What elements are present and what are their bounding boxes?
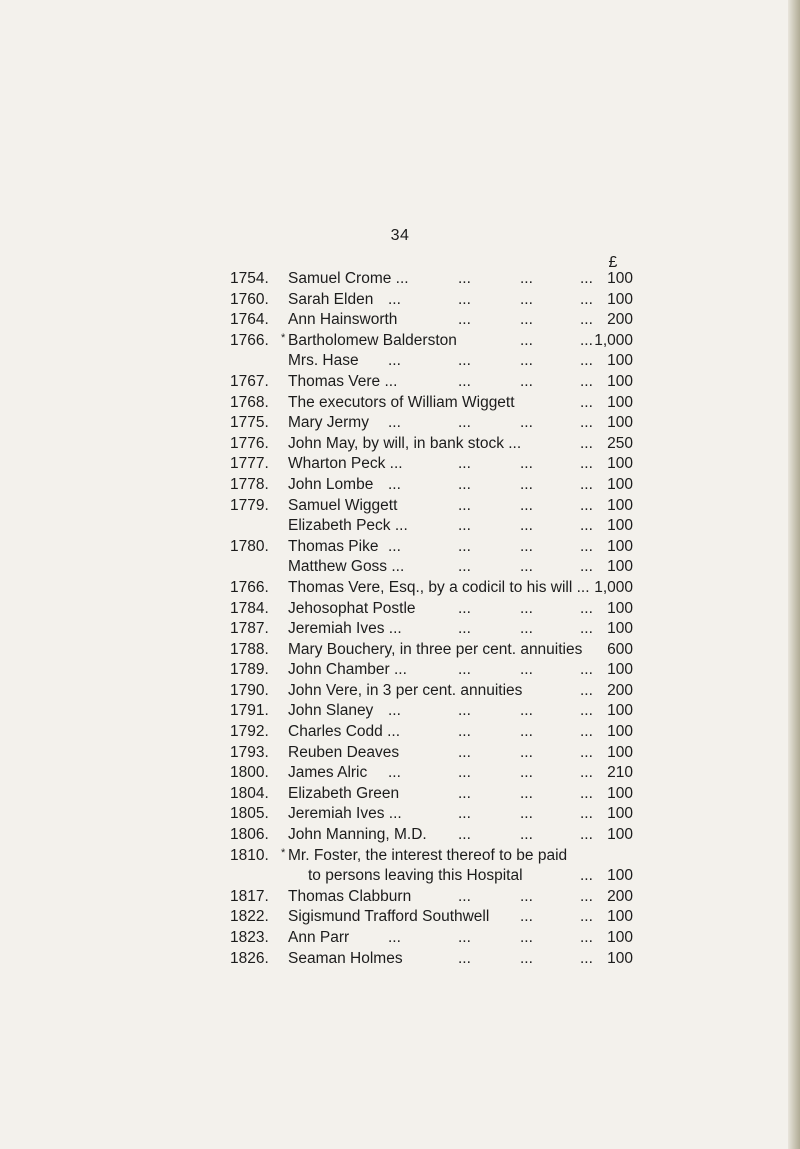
leader-dots: ...: [388, 475, 401, 493]
entry-year: 1789.: [230, 661, 269, 679]
leader-dots: ...: [580, 908, 593, 926]
entry-amount: 1,000: [594, 578, 633, 596]
entry-year: 1826.: [230, 949, 269, 967]
leader-dots: ...: [458, 949, 471, 967]
leader-dots: ...: [580, 681, 593, 699]
ledger-row: [230, 454, 635, 475]
ledger-row: [230, 290, 635, 311]
ledger-row: [230, 413, 635, 434]
leader-dots: ...: [520, 331, 533, 349]
entry-year: 1791.: [230, 702, 269, 720]
entry-amount: 100: [607, 496, 633, 514]
leader-dots: ...: [458, 414, 471, 432]
entry-name-text: Mr. Foster, the interest thereof to be paid: [288, 846, 568, 864]
leader-dots: ...: [580, 537, 593, 555]
entry-name-text: John May, by will, in bank stock ...: [288, 434, 522, 452]
leader-dots: ...: [520, 414, 533, 432]
entry-year: 1780.: [230, 537, 269, 555]
benefactors-ledger: [230, 269, 635, 969]
ledger-row: [230, 660, 635, 681]
entry-name-text: Wharton Peck ...: [288, 455, 403, 473]
leader-dots: ...: [458, 455, 471, 473]
entry-amount: 100: [607, 270, 633, 287]
leader-dots: ...: [388, 352, 401, 370]
leader-dots: ...: [458, 620, 471, 638]
leader-dots: ...: [580, 311, 593, 329]
entry-year: 1777.: [230, 455, 269, 473]
ledger-row: [230, 949, 635, 970]
entry-year: 1766.: [230, 578, 269, 596]
entry-amount: 100: [607, 352, 633, 370]
ledger-row: [230, 846, 635, 887]
entry-amount: 250: [607, 434, 633, 452]
entry-year: 1806.: [230, 826, 269, 844]
leader-dots: ...: [580, 270, 593, 287]
leader-dots: ...: [520, 929, 533, 946]
leader-dots: ...: [458, 270, 471, 287]
leader-dots: ...: [388, 702, 401, 720]
entry-amount: 100: [607, 784, 633, 802]
entry-amount: 210: [607, 764, 633, 782]
leader-dots: ...: [458, 372, 471, 390]
entry-amount: 100: [607, 661, 633, 679]
entry-name-text: Samuel Wiggett: [288, 496, 398, 514]
leader-dots: ...: [580, 620, 593, 638]
leader-dots: ...: [580, 372, 593, 390]
ledger-row: [230, 434, 635, 455]
ledger-row: [230, 578, 635, 599]
entry-year: 1760.: [230, 290, 269, 308]
entry-year: 1804.: [230, 784, 269, 802]
leader-dots: ...: [520, 517, 533, 535]
leader-dots: ...: [580, 867, 593, 885]
leader-dots: ...: [388, 929, 401, 946]
leader-dots: ...: [580, 414, 593, 432]
entry-year: 1790.: [230, 681, 269, 699]
entry-name-text: Elizabeth Green: [288, 784, 400, 802]
entry-amount: 100: [607, 867, 633, 885]
entry-name-continuation: to persons leaving this Hospital: [308, 867, 523, 885]
leader-dots: ...: [520, 372, 533, 390]
entry-name-text: John Slaney: [288, 702, 374, 720]
entry-amount: 600: [607, 640, 633, 658]
entry-year: 1793.: [230, 743, 269, 761]
entry-amount: 100: [607, 455, 633, 473]
leader-dots: ...: [388, 537, 401, 555]
leader-dots: ...: [458, 661, 471, 679]
entry-name-text: Bartholomew Balderston: [288, 331, 457, 349]
ledger-row: [230, 784, 635, 805]
entry-amount: 100: [607, 702, 633, 720]
ledger-row: [230, 269, 635, 290]
leader-dots: ...: [458, 311, 471, 329]
entry-name-text: John Vere, in 3 per cent. annuities: [288, 681, 523, 699]
entry-year: 1805.: [230, 805, 269, 823]
leader-dots: ...: [388, 764, 401, 782]
currency-header: £: [608, 254, 618, 271]
page-edge-shadow: [788, 0, 800, 1149]
entry-amount: 100: [607, 743, 633, 761]
leader-dots: ...: [458, 599, 471, 617]
leader-dots: ...: [458, 887, 471, 905]
ledger-row: [230, 372, 635, 393]
leader-dots: ...: [580, 455, 593, 473]
entry-amount: 100: [607, 517, 633, 535]
ledger-row: [230, 537, 635, 558]
leader-dots: ...: [520, 270, 533, 287]
entry-name-text: John Lombe: [288, 475, 374, 493]
entry-amount: 100: [607, 805, 633, 823]
ledger-row: [230, 907, 635, 928]
entry-year: 1822.: [230, 908, 269, 926]
entry-amount: 100: [607, 723, 633, 741]
entry-year: 1787.: [230, 620, 269, 638]
ledger-row: [230, 825, 635, 846]
entry-name-text: Jehosophat Postle: [288, 599, 416, 617]
entry-year: 1766.: [230, 331, 269, 349]
entry-year: 1784.: [230, 599, 269, 617]
ledger-row: [230, 887, 635, 908]
ledger-row: [230, 351, 635, 372]
asterisk-marker: *: [281, 846, 286, 859]
leader-dots: ...: [580, 661, 593, 679]
entry-name-text: Mary Jermy: [288, 414, 369, 432]
leader-dots: ...: [520, 455, 533, 473]
entry-year: 1800.: [230, 764, 269, 782]
entry-name-text: Mary Bouchery, in three per cent. annuities: [288, 640, 583, 658]
leader-dots: ...: [580, 331, 593, 349]
entry-name-text: Samuel Crome ...: [288, 270, 409, 287]
ledger-row: [230, 681, 635, 702]
leader-dots: ...: [520, 537, 533, 555]
leader-dots: ...: [520, 599, 533, 617]
leader-dots: ...: [458, 702, 471, 720]
leader-dots: ...: [458, 723, 471, 741]
entry-name-text: Jeremiah Ives ...: [288, 620, 402, 638]
leader-dots: ...: [520, 290, 533, 308]
entry-year: 1764.: [230, 311, 269, 329]
leader-dots: ...: [580, 929, 593, 946]
ledger-row: [230, 393, 635, 414]
leader-dots: ...: [458, 929, 471, 946]
entry-amount: 100: [607, 826, 633, 844]
entry-amount: 100: [607, 372, 633, 390]
leader-dots: ...: [458, 517, 471, 535]
asterisk-marker: *: [281, 331, 286, 344]
leader-dots: ...: [580, 949, 593, 967]
entry-name-text: Thomas Clabburn: [288, 887, 412, 905]
leader-dots: ...: [580, 887, 593, 905]
entry-amount: 200: [607, 681, 633, 699]
entry-name-text: Elizabeth Peck ...: [288, 517, 408, 535]
ledger-row: [230, 743, 635, 764]
leader-dots: ...: [520, 723, 533, 741]
leader-dots: ...: [580, 558, 593, 576]
entry-name-text: Matthew Goss ...: [288, 558, 405, 576]
leader-dots: ...: [458, 784, 471, 802]
leader-dots: ...: [580, 826, 593, 844]
leader-dots: ...: [520, 887, 533, 905]
entry-year: 1768.: [230, 393, 269, 411]
leader-dots: ...: [580, 393, 593, 411]
leader-dots: ...: [520, 784, 533, 802]
leader-dots: ...: [520, 620, 533, 638]
leader-dots: ...: [580, 475, 593, 493]
ledger-row: [230, 310, 635, 331]
leader-dots: ...: [458, 475, 471, 493]
ledger-row: [230, 475, 635, 496]
entry-year: 1776.: [230, 434, 269, 452]
entry-amount: 100: [607, 414, 633, 432]
leader-dots: ...: [520, 826, 533, 844]
entry-year: 1754.: [230, 270, 269, 287]
entry-name-text: Thomas Vere ...: [288, 372, 398, 390]
leader-dots: ...: [520, 558, 533, 576]
entry-amount: 100: [607, 599, 633, 617]
leader-dots: ...: [580, 496, 593, 514]
leader-dots: ...: [458, 743, 471, 761]
entry-year: 1775.: [230, 414, 269, 432]
entry-amount: 100: [607, 475, 633, 493]
entry-amount: 100: [607, 929, 633, 946]
ledger-row: [230, 516, 635, 537]
leader-dots: ...: [458, 826, 471, 844]
entry-year: 1792.: [230, 723, 269, 741]
entry-amount: 100: [607, 908, 633, 926]
ledger-row: [230, 331, 635, 352]
leader-dots: ...: [520, 475, 533, 493]
entry-amount: 100: [607, 290, 633, 308]
ledger-row: [230, 557, 635, 578]
entry-year: 1767.: [230, 372, 269, 390]
entry-year: 1823.: [230, 929, 269, 946]
entry-amount: 100: [607, 537, 633, 555]
leader-dots: ...: [580, 702, 593, 720]
leader-dots: ...: [580, 743, 593, 761]
entry-year: 1778.: [230, 475, 269, 493]
leader-dots: ...: [520, 949, 533, 967]
leader-dots: ...: [580, 784, 593, 802]
entry-year: 1788.: [230, 640, 269, 658]
entry-name-text: Sigismund Trafford Southwell: [288, 908, 490, 926]
leader-dots: ...: [580, 352, 593, 370]
entry-year: 1810.: [230, 846, 269, 864]
ledger-row: [230, 928, 635, 949]
leader-dots: ...: [520, 661, 533, 679]
entry-amount: 100: [607, 620, 633, 638]
entry-name-text: The executors of William Wiggett: [288, 393, 515, 411]
leader-dots: ...: [458, 496, 471, 514]
entry-name-text: Sarah Elden: [288, 290, 374, 308]
entry-name-text: John Manning, M.D.: [288, 826, 427, 844]
leader-dots: ...: [458, 805, 471, 823]
ledger-row: [230, 640, 635, 661]
ledger-row: [230, 722, 635, 743]
entry-name-text: Mrs. Hase: [288, 352, 359, 370]
leader-dots: ...: [520, 764, 533, 782]
entry-name-text: James Alric: [288, 764, 368, 782]
ledger-row: [230, 619, 635, 640]
ledger-row: [230, 701, 635, 722]
leader-dots: ...: [520, 908, 533, 926]
ledger-row: [230, 804, 635, 825]
leader-dots: ...: [520, 496, 533, 514]
ledger-row: [230, 599, 635, 620]
entry-name-text: Thomas Pike: [288, 537, 379, 555]
ledger-row: [230, 763, 635, 784]
leader-dots: ...: [458, 558, 471, 576]
entry-name-text: Seaman Holmes: [288, 949, 403, 967]
leader-dots: ...: [388, 290, 401, 308]
entry-amount: 100: [607, 393, 633, 411]
leader-dots: ...: [580, 290, 593, 308]
leader-dots: ...: [388, 414, 401, 432]
entry-name-text: Charles Codd ...: [288, 723, 400, 741]
leader-dots: ...: [580, 434, 593, 452]
leader-dots: ...: [580, 517, 593, 535]
leader-dots: ...: [520, 311, 533, 329]
entry-name-text: Ann Parr: [288, 929, 350, 946]
ledger-row: [230, 496, 635, 517]
entry-name-text: Ann Hainsworth: [288, 311, 398, 329]
leader-dots: ...: [580, 599, 593, 617]
leader-dots: ...: [520, 352, 533, 370]
entry-name-text: John Chamber ...: [288, 661, 407, 679]
page-number: 34: [390, 227, 410, 244]
leader-dots: ...: [458, 352, 471, 370]
leader-dots: ...: [458, 764, 471, 782]
leader-dots: ...: [458, 537, 471, 555]
leader-dots: ...: [520, 805, 533, 823]
leader-dots: ...: [520, 743, 533, 761]
leader-dots: ...: [580, 764, 593, 782]
entry-name-text: Jeremiah Ives ...: [288, 805, 402, 823]
entry-year: 1817.: [230, 887, 269, 905]
entry-name-text: Thomas Vere, Esq., by a codicil to his will ...: [288, 578, 590, 596]
entry-amount: 200: [607, 311, 633, 329]
entry-name-text: Reuben Deaves: [288, 743, 400, 761]
leader-dots: ...: [580, 723, 593, 741]
leader-dots: ...: [458, 290, 471, 308]
entry-amount: 1,000: [594, 331, 633, 349]
entry-year: 1779.: [230, 496, 269, 514]
entry-amount: 100: [607, 558, 633, 576]
leader-dots: ...: [580, 805, 593, 823]
entry-amount: 100: [607, 949, 633, 967]
entry-amount: 200: [607, 887, 633, 905]
leader-dots: ...: [520, 702, 533, 720]
